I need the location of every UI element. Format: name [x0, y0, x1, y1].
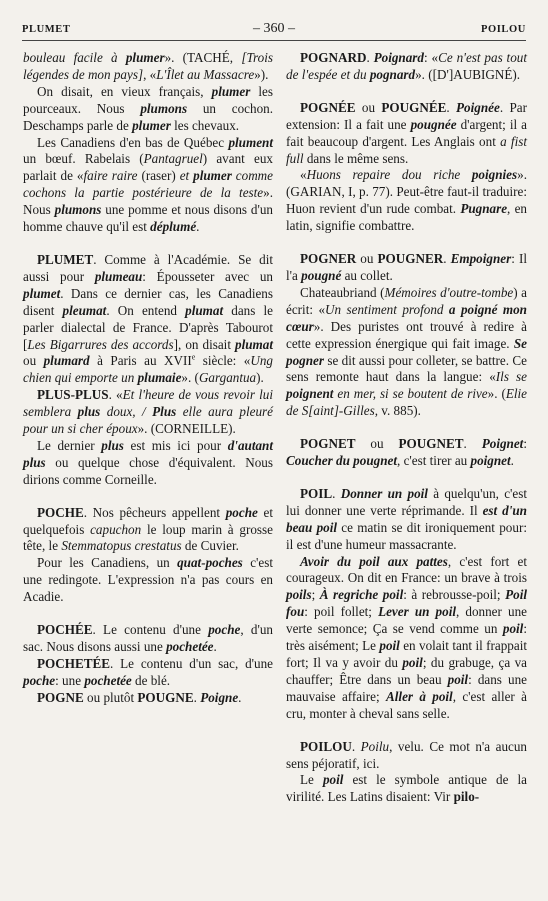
- term: poil: [322, 772, 344, 788]
- text: : Épousseter avec un: [142, 268, 273, 284]
- text: . Comme à l'Académie. Se dit aussi pour: [23, 251, 273, 284]
- text: ». (GARIAN, I, p. 77). Peut-être faut-il traduire: Huon revient d'un rude combat.: [286, 167, 527, 217]
- term: pleumat: [62, 302, 107, 318]
- term: poignies: [471, 167, 518, 183]
- term: poche: [23, 672, 56, 688]
- text: , d'un sac. Nous disons aussi une: [23, 622, 273, 654]
- left-column: [23, 50, 273, 707]
- paragraph: [23, 555, 273, 606]
- text: , v. 885).: [374, 403, 421, 419]
- term: pougné: [301, 267, 342, 283]
- entry-poilou: [286, 739, 527, 773]
- text: un bœuf. Rabelais (: [23, 151, 144, 167]
- quote: elle aura pleuré pour un si cher époux: [23, 404, 273, 437]
- text: »).: [254, 66, 269, 82]
- term: Poignard: [373, 50, 424, 65]
- quote: Un sentiment profond: [325, 301, 449, 317]
- quote: faire raire: [83, 168, 138, 184]
- term: pilo-: [453, 789, 480, 805]
- text: : à rebrousse-poil;: [403, 587, 506, 603]
- term: plus: [77, 404, 101, 420]
- term: plumons: [140, 100, 188, 116]
- text: Pour les Canadiens, un: [37, 555, 178, 571]
- text: .: [196, 219, 200, 235]
- headword: POIL: [300, 485, 333, 501]
- text: de Cuvier.: [181, 538, 239, 554]
- text: d'argent; il a fait beaucoup d'argent. Les Anglais ont: [286, 116, 527, 149]
- text: , velu. Ce mot n'a aucun sens péjoratif, ici.: [286, 738, 527, 771]
- headword-variant: POUGNÉE: [381, 99, 447, 115]
- text: , c'est tirer au: [397, 453, 471, 469]
- text: .: [332, 485, 341, 501]
- text: un cochon. Deschamps parle de: [23, 100, 273, 133]
- term: Poignée: [456, 99, 500, 115]
- term: plumat: [235, 336, 273, 352]
- entry-pognard: [286, 50, 527, 84]
- term: pognard: [369, 66, 416, 82]
- entry-poil: [286, 486, 527, 554]
- term: Donner un poil: [340, 485, 428, 501]
- term: quat-poches: [177, 555, 243, 571]
- term: poil: [402, 655, 423, 670]
- term: a poigné mon cœur: [286, 301, 527, 334]
- text: , en latin, signifie combattre.: [286, 201, 527, 234]
- text: de blé.: [131, 672, 171, 688]
- text: siècle: «: [195, 353, 251, 369]
- species-name: Stemmatopus crestatus: [61, 538, 182, 554]
- text: ou: [355, 436, 399, 452]
- text: au collet.: [341, 267, 393, 283]
- text: ce matin se dit ironiquement pour: il est d'une humeur massacrante.: [286, 519, 527, 552]
- header-right-guideword: POILOU: [480, 24, 526, 35]
- quote: et: [179, 168, 194, 184]
- text: .: [510, 453, 514, 469]
- source-title: Gargantua: [198, 370, 257, 386]
- term: plumeau: [94, 268, 143, 284]
- headword: POILOU: [300, 738, 352, 754]
- text: se dit aussi pour colleter, se battre. Ce sens remonte haut dans la langue: «: [286, 352, 527, 385]
- text: . On entend: [106, 302, 186, 318]
- entry-pognee: [286, 100, 527, 168]
- term: poignet: [470, 453, 511, 469]
- text: .: [366, 50, 374, 65]
- quote: Ce n'est pas tout de l'espée et du: [286, 50, 527, 82]
- entry-plus-plus: [23, 387, 273, 438]
- text: ;: [311, 587, 320, 603]
- term: poche: [208, 622, 241, 638]
- headword: POCHETÉE: [37, 655, 111, 671]
- quote: comme cochons la partie postérieure de la teste: [23, 168, 274, 201]
- headword-variant: POUGNE: [137, 689, 194, 705]
- text: ; du grabuge, ça va chauffer; Être dans un beau: [286, 655, 528, 687]
- quote: en mer, si se boutent de rive: [333, 386, 488, 402]
- text: ». (: [487, 386, 506, 402]
- term: Coucher du pougnet: [286, 453, 397, 469]
- text: (raser): [137, 168, 180, 184]
- text: ) a écrit: «: [286, 284, 527, 317]
- headword: POGNER: [300, 251, 357, 267]
- text: .: [193, 689, 201, 705]
- entry-pochetee: [23, 656, 273, 690]
- term: poils: [286, 587, 312, 603]
- text: .: [351, 738, 361, 754]
- entry-pogne: [23, 690, 273, 707]
- text: en volait tant il frappait fort; Il va y avoir du: [286, 638, 527, 670]
- text: : une: [55, 672, 85, 688]
- header-left-guideword: PLUMET: [22, 24, 71, 35]
- term: Poil fou: [286, 587, 527, 620]
- text: ou: [355, 99, 382, 115]
- text: .: [443, 251, 451, 267]
- entry-pogner: [286, 251, 527, 285]
- text: , c'est aller à cru, monter à cheval sans selle.: [286, 688, 527, 721]
- quote: doux, /: [100, 404, 153, 420]
- page-header: [22, 20, 526, 41]
- headword: POCHE: [37, 504, 84, 520]
- source-title: Mémoires d'outre-tombe: [384, 284, 514, 300]
- text: ou quelque chose d'équivalent. Nous dirions comme Corneille.: [23, 454, 273, 487]
- term: Poignet: [481, 436, 524, 452]
- text: , donner une verte semonce; Ça se vend comme un: [286, 604, 527, 637]
- paragraph: [23, 84, 273, 135]
- text: dans le parler dialectal de France. D'après Tabourot [: [23, 302, 273, 352]
- headword-variant: POUGNET: [398, 436, 464, 452]
- text: .: [446, 99, 457, 115]
- headword-variant: POUGNER: [377, 251, 444, 267]
- text: c'est une redingote. L'expression n'a pas cours en Acadie.: [23, 555, 273, 605]
- text: est mis ici pour: [123, 437, 228, 453]
- text: .: [238, 689, 242, 705]
- text: ». (TACHÉ,: [164, 50, 242, 65]
- text: : Il l'a: [286, 251, 527, 283]
- english-phrase: a fist full: [286, 133, 527, 166]
- text: . «: [108, 387, 123, 403]
- text: ou plutôt: [83, 689, 138, 705]
- entry-plumet: [23, 252, 273, 387]
- term: plumons: [54, 202, 102, 218]
- text: : très aisément; Le: [286, 621, 527, 654]
- term: pochetée: [166, 639, 214, 654]
- term: plumaie: [137, 370, 182, 386]
- text: . Par extension: Il a fait une: [286, 99, 527, 132]
- headword: POGNE: [37, 689, 84, 705]
- headword: PLUS-PLUS: [37, 387, 109, 403]
- text: une pomme et nous disons d'un homme chauve qu'il est: [23, 202, 273, 235]
- term: Poigne: [200, 689, 239, 705]
- quote: Et l'heure de vous revoir lui semblera: [23, 387, 274, 420]
- source-title: Les Bigarrures des accords: [27, 336, 174, 352]
- quote: Ung chien qui emporte un: [23, 353, 273, 386]
- right-column: [286, 50, 527, 806]
- entry-pognet: [286, 436, 527, 470]
- text: .: [213, 639, 217, 654]
- headword: PLUMET: [37, 251, 94, 267]
- term: poignent: [286, 386, 334, 402]
- entry-poche: [23, 505, 273, 556]
- term: Pugnare: [460, 201, 508, 217]
- text: est le symbole antique de la virilité. Les Latins disaient: Vir: [286, 772, 527, 805]
- text: le loup marin à grosse tête, le: [23, 521, 273, 554]
- text: «: [300, 167, 307, 183]
- text: . Dans ce dernier cas, les Canadiens disent: [23, 285, 273, 318]
- term: poil: [447, 671, 469, 687]
- source-title: L'Îlet au Massacre: [156, 66, 255, 82]
- text: : poil follet;: [304, 604, 379, 620]
- term: poil: [502, 621, 524, 637]
- term: plumat: [185, 302, 224, 318]
- term: Aller à poil: [386, 688, 453, 704]
- text: , c'est fort et courageux. On dit en France: un brave à trois: [286, 553, 527, 586]
- term: Empoigner: [450, 251, 512, 267]
- term: d'autant plus: [23, 437, 273, 470]
- term: poche: [225, 504, 258, 520]
- text: bouleau facile à: [23, 50, 126, 65]
- term: plumer: [132, 117, 171, 133]
- term: est d'un beau poil: [286, 502, 527, 535]
- text: ou: [23, 353, 44, 369]
- text: : «: [424, 50, 439, 65]
- text: ], on disait: [173, 336, 236, 352]
- text: Les Canadiens d'en bas de Québec: [37, 134, 229, 150]
- text: et quelquefois: [23, 504, 273, 537]
- text: : dans une mauvaise affaire;: [286, 671, 527, 704]
- source-title: Elie de S[aint]-Gilles: [286, 386, 527, 419]
- term: plumet: [23, 285, 61, 301]
- text: ou: [356, 251, 378, 267]
- text: les chevaux.: [170, 117, 240, 133]
- headword: POGNET: [300, 436, 356, 452]
- superscript: e: [191, 353, 196, 363]
- headword: POCHÉE: [37, 622, 93, 638]
- text: . Le contenu d'une: [92, 622, 209, 638]
- text: Chateaubriand (: [300, 284, 385, 300]
- text: , «: [143, 66, 157, 82]
- text: ». (: [181, 370, 199, 386]
- term: plumer: [193, 168, 232, 184]
- term: déplumé: [150, 219, 197, 235]
- term: pochetée: [84, 672, 132, 688]
- term: Poilu: [360, 738, 390, 754]
- term: pougnée: [410, 116, 457, 132]
- entry-pochee: [23, 622, 273, 656]
- term: plumer: [125, 50, 165, 65]
- quote: Huons repaire dou riche: [306, 167, 472, 183]
- text: ». Des puristes ont trouvé à redire à cette expression énergique qui fait image.: [286, 318, 527, 351]
- text: les pourceaux. Nous: [23, 83, 273, 116]
- paragraph: [23, 135, 273, 236]
- term: Lever un poil: [378, 604, 456, 620]
- term: plumer: [211, 83, 251, 99]
- text: ». Nous: [23, 185, 273, 218]
- term: plumard: [43, 353, 90, 369]
- paragraph: [23, 438, 273, 489]
- entry-plumer-continuation: [23, 50, 273, 84]
- term: plument: [228, 134, 273, 150]
- text: ». (CORNEILLE).: [137, 421, 236, 437]
- text: ).: [256, 370, 264, 386]
- headword: POGNÉE: [300, 99, 356, 115]
- text: :: [523, 436, 527, 452]
- term: capuchon: [90, 521, 142, 537]
- text: ) avant eux parlait de «: [23, 151, 273, 184]
- quote: Ils se: [495, 369, 527, 385]
- paragraph: [286, 285, 527, 420]
- term: poil: [379, 638, 400, 654]
- paragraph: [286, 772, 527, 806]
- text: Le: [300, 772, 323, 788]
- text: Le dernier: [37, 437, 102, 453]
- text: à quelqu'un, c'est lui donner une verte réprimande. Il: [286, 485, 527, 518]
- term: Se pogner: [286, 335, 527, 368]
- text: . Le contenu d'un sac, d'une: [110, 655, 273, 671]
- paragraph: [286, 167, 527, 235]
- page-number: – 360 –: [253, 21, 295, 36]
- text: dans le même sens.: [303, 150, 409, 166]
- text: On disait, en vieux français,: [37, 83, 212, 99]
- headword: POGNARD: [300, 50, 367, 65]
- term: À regriche poil: [319, 587, 404, 603]
- text: ». ([D']AUBIGNÉ).: [415, 66, 521, 82]
- text: .: [463, 436, 482, 452]
- term: Avoir du poil aux pattes: [300, 553, 448, 569]
- source-title: [Trois légendes de mon pays]: [23, 50, 273, 82]
- source-title: Pantagruel: [143, 151, 203, 167]
- text: à Paris au XVII: [89, 353, 192, 369]
- term: Plus: [152, 404, 177, 420]
- term: plus: [101, 437, 124, 453]
- text: . Nos pêcheurs appellent: [83, 504, 226, 520]
- paragraph: [286, 554, 527, 723]
